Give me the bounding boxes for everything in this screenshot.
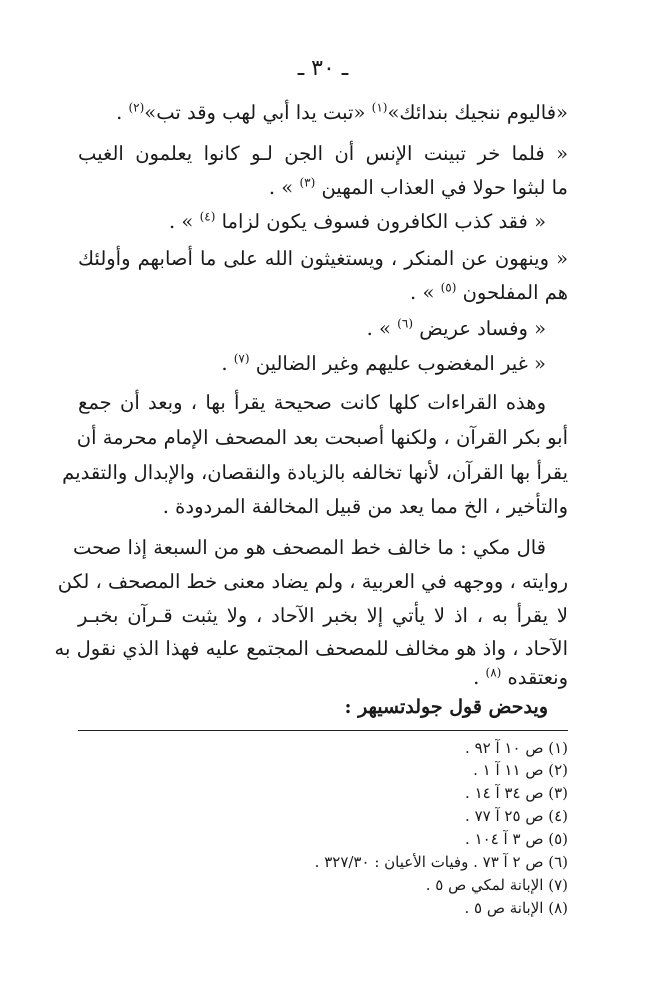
- footnote-divider: [78, 730, 568, 731]
- text-line: «فاليوم ننجيك بندائك»$^{(١)}$ «تبت يدا أبي لهب وقد تب»$^{(٢)}$ .: [116, 100, 568, 124]
- text-line: « فقد كذب الكافرون فسوف يكون لزاما $^{(٤)}$ » .: [169, 209, 546, 233]
- text-line: « وفساد عريض $^{(٦)}$ » .: [366, 316, 546, 340]
- footnote: (١) ص ١٠ آ ٩٢ .: [465, 739, 568, 757]
- text-line: ما لبثوا حولا في العذاب المهين $^{(٣)}$ » .: [268, 175, 568, 199]
- text-line: والتأخير ، الخ مما يعد من قبيل المخالفة المردودة .: [162, 495, 568, 518]
- footnote: (٦) ص ٢ آ ٧٣ . وفيات الأعيان : ٣٢٧/٣٠ .: [314, 853, 568, 871]
- text-line: « فلما خر تبينت الإنس أن الجن لـو كانوا يعلمون الغيب: [78, 142, 568, 165]
- footnote: (٧) الإبانة لمكي ص ٥ .: [425, 876, 568, 894]
- text-line: أبو بكر القرآن ، ولكنها أصبحت بعد المصحف الإمام محرمة أن: [76, 426, 568, 449]
- text-line: يقرأ بها القرآن، لأنها تخالفه بالزيادة والنقصان، والإبدال والتقديم: [62, 461, 568, 484]
- footnote: (٤) ص ٢٥ آ ٧٧ .: [465, 807, 568, 825]
- text-line: لا يقرأ به ، اذ لا يأتي إلا بخبر الآحاد ، ولا يثبت قـرآن بخبـر: [78, 604, 568, 627]
- footnote: (٢) ص ١١ آ ١ .: [473, 761, 568, 779]
- footnote: (٨) الإبانة ص ٥ .: [464, 899, 568, 917]
- page-number: ـ ٣٠ ـ: [297, 56, 349, 81]
- text-line: قال مكي : ما خالف خط المصحف هو من السبعة إذا صحت: [73, 536, 546, 559]
- text-line: « وينهون عن المنكر ، ويستغيثون الله على ما أصابهم وأولئك: [78, 247, 568, 270]
- text-line: هم المفلحون $^{(٥)}$ » .: [410, 280, 568, 304]
- text-line: « غير المغضوب عليهم وغير الضالين $^{(٧)}$ .: [221, 351, 546, 375]
- footnote: (٣) ص ٣٤ آ ١٤ .: [465, 784, 568, 802]
- text-line: الآحاد ، واذ هو مخالف للمصحف المجتمع عليه فهذا الذي نقول به: [54, 637, 568, 660]
- text-line: وهذه القراءات كلها كانت صحيحة يقرأ بها ، وبعد أن جمع: [78, 391, 546, 414]
- section-heading: ويدحض قول جولدتسيهر :: [344, 696, 548, 718]
- text-line: ونعتقده $^{(٨)}$ .: [473, 665, 568, 689]
- footnote: (٥) ص ٣ آ ١٠٤ .: [465, 830, 568, 848]
- text-line: روايته ، ووجهه في العربية ، ولم يضاد معنى خط المصحف ، لكن: [57, 570, 568, 593]
